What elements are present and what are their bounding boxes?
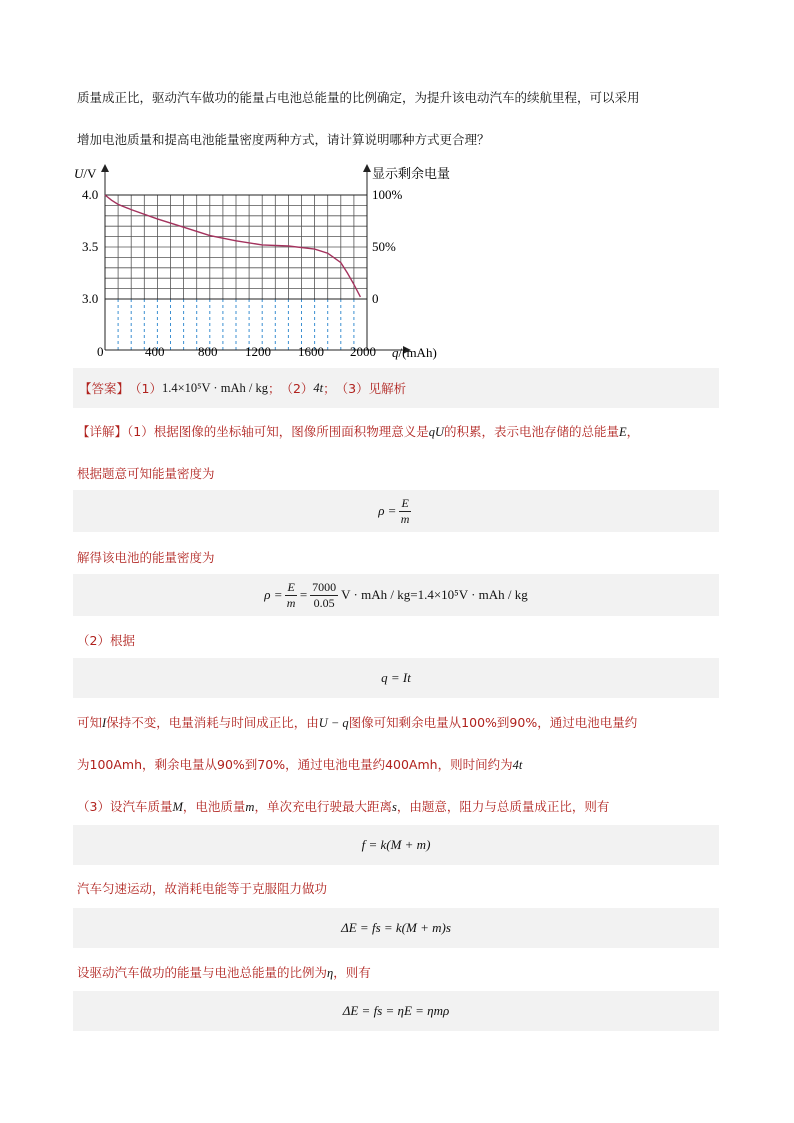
formula-rest: V · mAh / kg=1.4×10⁵V · mAh / kg	[341, 587, 528, 602]
math-E: E	[619, 425, 627, 439]
x-tick-0: 0	[97, 344, 104, 359]
formula-energy-density	[73, 490, 719, 532]
math-4t: 4t	[512, 758, 523, 772]
detail-text: ，单次充电行驶最大距离	[254, 799, 392, 814]
detail-text: 为100Amh，剩余电量从90%到70%，通过电池电量约400Amh，则时间约为	[77, 757, 513, 772]
y-tick-left-3.5: 3.5	[82, 239, 99, 254]
equals: =	[299, 587, 308, 602]
math-s: s	[391, 800, 397, 814]
detail-line-9	[77, 963, 371, 981]
y-tick-right-0: 0	[372, 291, 379, 306]
detail-text: 的积累，表示电池存储的总能量	[444, 424, 620, 439]
fraction: $\frac{E}{m}$	[400, 496, 410, 526]
intro-line-2: 增加电池质量和提高电池能量密度两种方式，请计算说明哪种方式更合理？	[77, 132, 490, 147]
answer-part2-value: 4t	[313, 380, 324, 395]
x-tick-2000: 2000	[350, 344, 376, 359]
detail-tag: 【详解】	[77, 424, 128, 439]
detail-line-8: 汽车匀速运动，故消耗电能等于克服阻力做功	[77, 881, 328, 896]
answer-part1-label: （1）	[129, 381, 162, 396]
formula-q-It: q = It	[73, 658, 719, 698]
detail-text: ，由题意，阻力与总质量成正比，则有	[396, 799, 610, 814]
detail-text: ，	[626, 424, 640, 439]
y-axis-left-arrow	[101, 164, 109, 172]
answer-sep: ；	[323, 381, 336, 396]
y-tick-right-50: 50%	[372, 239, 396, 254]
formula-friction: f = k(M + m)	[73, 825, 719, 865]
detail-line-7	[77, 797, 609, 815]
chart-dashed-verticals	[118, 299, 354, 350]
discharge-chart	[70, 160, 470, 365]
detail-text: 保持不变，电量消耗与时间成正比，由	[106, 715, 319, 730]
y-axis-right-arrow	[363, 164, 371, 172]
detail-line-6	[77, 755, 522, 773]
y-tick-left-3.0: 3.0	[82, 291, 99, 306]
y-tick-left-4.0: 4.0	[82, 187, 99, 202]
math-M: M	[172, 800, 183, 814]
detail-line-5	[77, 713, 637, 731]
detail-text: ，则有	[333, 965, 371, 980]
y-axis-left-label: U/V	[74, 166, 97, 181]
x-tick-400: 400	[145, 344, 165, 359]
detail-text: 图像可知剩余电量从100%到90%，通过电池电量约	[348, 715, 638, 730]
formula-lhs: ρ =	[264, 587, 283, 602]
x-tick-1200: 1200	[245, 344, 271, 359]
discharge-curve	[105, 195, 360, 297]
formula-energy-work: ΔE = fs = k(M + m)s	[73, 908, 719, 948]
x-tick-800: 800	[198, 344, 218, 359]
intro-line-1: 质量成正比，驱动汽车做功的能量占电池总能量的比例确定，为提升该电动汽车的续航里程，可以采用	[77, 90, 640, 105]
math-m: m	[245, 800, 255, 814]
detail-text: （3）设汽车质量	[77, 799, 173, 814]
math-U-q: U − q	[318, 716, 349, 730]
answer-part3-value: 见解析	[368, 381, 407, 396]
formula-lhs: ρ =	[378, 503, 397, 518]
answer-tag: 【答案】	[79, 381, 130, 396]
x-tick-1600: 1600	[298, 344, 324, 359]
detail-line-2: 根据题意可知能量密度为	[77, 466, 215, 481]
formula-energy-eta: ΔE = fs = ηE = ηmρ	[73, 991, 719, 1031]
fraction: $\frac{E}{m}$	[286, 580, 296, 610]
y-tick-right-100: 100%	[372, 187, 403, 202]
detail-line-1	[77, 422, 639, 440]
answer-box	[73, 368, 719, 408]
math-eta: η	[327, 966, 334, 980]
math-I: I	[102, 716, 107, 730]
detail-line-4: （2）根据	[77, 633, 135, 648]
detail-line-3: 解得该电池的能量密度为	[77, 550, 215, 565]
answer-part1-value: 1.4×10⁵V · mAh / kg	[161, 380, 268, 395]
formula-density-value	[73, 574, 719, 616]
detail-text: ，电池质量	[182, 799, 246, 814]
chart-grid	[105, 195, 367, 299]
answer-sep: ；	[267, 381, 281, 396]
detail-text: 设驱动汽车做功的能量与电池总能量的比例为	[77, 965, 328, 980]
detail-text: （1）根据图像的坐标轴可知，图像所围面积物理意义是	[127, 424, 429, 439]
detail-text: 可知	[77, 715, 103, 730]
fraction: $\frac{7000}{0.05}$	[312, 580, 337, 610]
y-axis-right-label: 显示剩余电量	[372, 167, 451, 182]
answer-part3-label: （3）	[335, 381, 369, 396]
answer-part2-label: （2）	[280, 381, 314, 396]
math-qU: qU	[428, 425, 445, 439]
x-axis-label: q/(mAh)	[392, 345, 437, 360]
